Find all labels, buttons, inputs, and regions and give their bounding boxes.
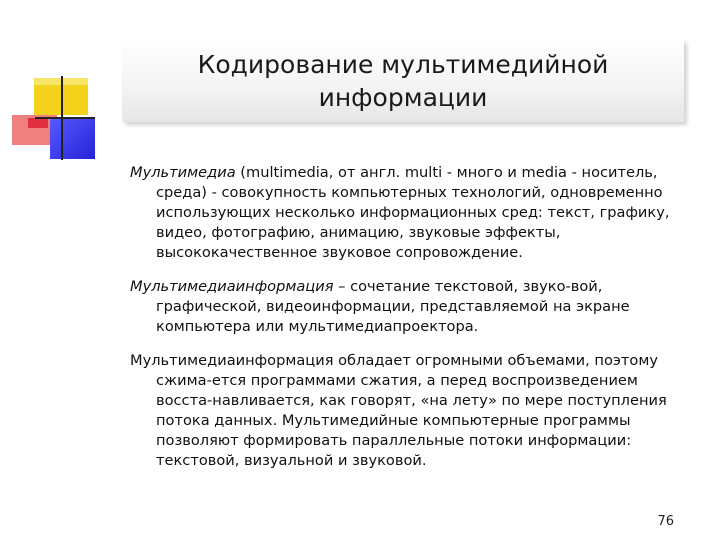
slide-title-line2: информации bbox=[318, 83, 488, 112]
horizontal-line bbox=[35, 117, 95, 119]
term-multimedia: Мультимедиа bbox=[130, 164, 236, 181]
red-block-dark bbox=[28, 118, 48, 128]
slide-body bbox=[130, 163, 690, 485]
page-number: 76 bbox=[657, 514, 674, 529]
paragraph-text: (multimedia, от англ. multi - много и media - носитель, среда) - совокупность компьютерных технологий, одновременно использующих несколько информационных сред: текст, графику, видео, фотографию, анимацию, звуковые эффекты, высококачественное звуковое сопровождение. bbox=[156, 164, 670, 261]
title-box bbox=[122, 40, 684, 122]
paragraph-multimedia bbox=[130, 163, 690, 263]
term-multimedia-information: Мультимедиаинформация bbox=[130, 278, 334, 295]
blue-block bbox=[50, 117, 95, 159]
slide-title-line1: Кодирование мультимедийной bbox=[197, 50, 609, 79]
paragraph-text: Мультимедиаинформация обладает огромными объемами, поэтому сжима-ется программами сжатия, а перед воспроизведением восста-навливается, как говорят, «на лету» по мере поступления потока данных. Мультимедийные компьютерные программы позволяют формировать параллельные потоки информации: текстовой, визуальной и звуковой. bbox=[130, 352, 667, 469]
paragraph-compression bbox=[130, 351, 690, 471]
paragraph-multimedia-information bbox=[130, 277, 690, 337]
slide-title bbox=[198, 48, 609, 114]
paragraph-text: – сочетание текстовой, звуко-вой, графической, видеоинформации, представляемой на экране компьютера или мультимедиапроектора. bbox=[156, 278, 630, 335]
